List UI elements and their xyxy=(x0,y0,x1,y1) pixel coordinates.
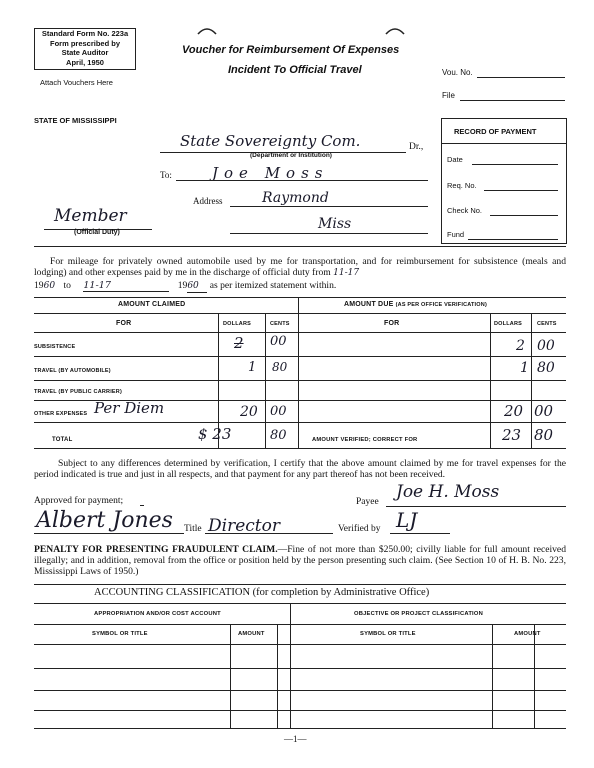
approver-signature[interactable]: Albert Jones xyxy=(36,508,173,533)
penalty-body: —Fine of not more than $250.00; civilly liable for full amount received illegally; and in addition, removal from the office or position held by the person presenting such claim. (See Section 10 of H. B. No. 223, Mississippi Laws of 1950.) xyxy=(34,544,566,577)
title-field[interactable] xyxy=(205,533,333,534)
form-number-line: April, 1950 xyxy=(66,57,104,67)
year-prefix: 19 xyxy=(177,280,188,291)
approver-signature-field[interactable] xyxy=(34,533,184,534)
record-of-payment-box xyxy=(441,118,567,244)
page-number: —1— xyxy=(284,734,307,744)
total-cents[interactable]: 80 xyxy=(270,428,287,443)
col-dollars-header: DOLLARS xyxy=(223,321,251,327)
statement-suffix: as per itemized statement within. xyxy=(209,280,337,291)
to-value: Joe Moss xyxy=(212,164,329,182)
payee-signature-field[interactable] xyxy=(386,506,566,507)
voucher-number-label: Vou. No. xyxy=(442,68,473,77)
title-value[interactable]: Director xyxy=(208,516,280,536)
state-label: STATE OF MISSISSIPPI xyxy=(34,116,117,125)
other-expenses-due-cents[interactable]: 00 xyxy=(534,402,554,420)
travel-auto-due-cents[interactable]: 80 xyxy=(537,360,555,376)
travel-auto-cents[interactable]: 80 xyxy=(272,360,288,374)
amounts-table xyxy=(34,297,566,449)
address-value-2: Miss xyxy=(318,216,352,232)
dr-label: Dr., xyxy=(409,142,424,152)
amount-header-right: AMOUNT xyxy=(514,631,541,637)
req-number-label: Req. No. xyxy=(447,181,477,190)
verified-dollars[interactable]: 23 xyxy=(502,426,522,444)
verified-cents[interactable]: 80 xyxy=(534,426,554,444)
year-1-value: 60 xyxy=(43,281,56,291)
travel-auto-label: TRAVEL (BY AUTOMOBILE) xyxy=(34,368,111,374)
accounting-table xyxy=(34,603,566,729)
form-number-box xyxy=(34,28,136,70)
statement-body: For mileage for privately owned automobile used by me for transportation, and for reimbursement for subsistence (meals and lodging) and other expenses paid by me in the discharge of official duty from xyxy=(34,256,566,278)
payment-date-label: Date xyxy=(447,155,463,164)
form-number-line: State Auditor xyxy=(61,48,109,57)
payee-signature[interactable]: Joe H. Moss xyxy=(396,482,500,502)
approved-label: Approved for payment; xyxy=(34,496,124,506)
attach-vouchers-label: Attach Vouchers Here xyxy=(40,78,113,87)
voucher-number-field[interactable] xyxy=(477,77,565,78)
statement-text xyxy=(34,256,566,279)
col-dollars-due-header: DOLLARS xyxy=(494,321,522,327)
symbol-title-header-right: SYMBOL OR TITLE xyxy=(360,631,416,637)
subsistence-label: SUBSISTENCE xyxy=(34,344,76,350)
verified-by-field[interactable] xyxy=(390,533,450,534)
objective-header: OBJECTIVE OR PROJECT CLASSIFICATION xyxy=(354,611,483,617)
fund-field[interactable] xyxy=(468,239,558,240)
subsistence-due-dollars[interactable]: 2 xyxy=(516,338,525,354)
to-date-value: 11-17 xyxy=(83,280,169,292)
check-number-label: Check No. xyxy=(447,206,483,215)
payment-date-field[interactable] xyxy=(472,164,558,165)
col-cents-header: CENTS xyxy=(270,321,290,327)
accounting-divider xyxy=(34,584,566,585)
amount-due-label: AMOUNT DUE xyxy=(344,301,394,308)
certification-text: Subject to any differences determined by verification, I certify that the above amount claimed by me for travel expenses for the period indicated is true and just in all respects, and that payment for any part thereof has not been received. xyxy=(34,458,566,480)
official-duty-caption: (Official Duty) xyxy=(74,229,120,236)
col-for-due-header: FOR xyxy=(384,320,400,327)
file-label: File xyxy=(442,91,455,100)
other-expenses-label: OTHER EXPENSES xyxy=(34,411,88,417)
subsistence-cents[interactable]: 00 xyxy=(270,334,287,349)
section-divider xyxy=(34,246,566,247)
amount-header-left: AMOUNT xyxy=(238,631,265,637)
penalty-text xyxy=(34,544,566,577)
statement-from-value: 11-17 xyxy=(333,268,360,278)
subsistence-due-cents[interactable]: 00 xyxy=(537,338,555,354)
amount-claimed-header: AMOUNT CLAIMED xyxy=(118,301,186,308)
official-duty-value: Member xyxy=(54,206,127,226)
department-value: State Sovereignty Com. xyxy=(180,132,361,150)
year-prefix: 19 xyxy=(34,280,44,291)
other-expenses-due-dollars[interactable]: 20 xyxy=(504,402,524,420)
payee-label: Payee xyxy=(356,497,379,507)
department-caption: (Department or Institution) xyxy=(250,152,332,159)
total-label: TOTAL xyxy=(52,437,73,443)
statement-dates xyxy=(34,280,336,293)
form-title: Voucher for Reimbursement Of Expenses xyxy=(182,44,400,56)
travel-auto-due-dollars[interactable]: 1 xyxy=(520,360,529,376)
address-label: Address xyxy=(193,196,223,206)
other-expenses-note[interactable]: Per Diem xyxy=(94,399,165,417)
col-for-header: FOR xyxy=(116,320,132,327)
title-label: Title xyxy=(184,524,202,534)
to-field[interactable] xyxy=(176,180,428,181)
subsistence-dollars[interactable]: 2 xyxy=(234,334,244,352)
amount-due-header xyxy=(344,301,487,308)
to-label: To: xyxy=(160,170,172,180)
form-subtitle: Incident To Official Travel xyxy=(228,64,362,76)
travel-auto-dollars[interactable]: 1 xyxy=(248,360,257,375)
form-number-line: Standard Form No. 223a xyxy=(41,29,129,38)
punch-hole-icon xyxy=(196,24,218,36)
travel-public-label: TRAVEL (BY PUBLIC CARRIER) xyxy=(34,389,123,395)
verified-by-signature[interactable]: LJ xyxy=(396,508,418,532)
address-field-2[interactable] xyxy=(230,233,428,234)
approved-field[interactable] xyxy=(140,505,144,506)
to-word: to xyxy=(63,280,71,291)
other-expenses-dollars[interactable]: 20 xyxy=(240,404,258,420)
address-value: Raymond xyxy=(262,190,329,206)
amount-verified-label: AMOUNT VERIFIED; CORRECT FOR xyxy=(312,437,418,443)
amount-due-note: (AS PER OFFICE VERIFICATION) xyxy=(395,302,487,308)
fund-label: Fund xyxy=(447,230,465,239)
symbol-title-header-left: SYMBOL OR TITLE xyxy=(92,631,148,637)
check-number-field[interactable] xyxy=(490,215,558,216)
penalty-heading: PENALTY FOR PRESENTING FRAUDULENT CLAIM. xyxy=(34,544,278,555)
punch-hole-icon xyxy=(384,24,406,36)
year-2-value: 60 xyxy=(187,281,207,293)
col-cents-due-header: CENTS xyxy=(537,321,557,327)
file-field[interactable] xyxy=(460,100,565,101)
verified-by-label: Verified by xyxy=(338,524,381,534)
record-of-payment-title: RECORD OF PAYMENT xyxy=(454,127,537,136)
address-field[interactable] xyxy=(230,206,428,207)
appropriation-header: APPROPRIATION AND/OR COST ACCOUNT xyxy=(94,611,221,617)
accounting-heading: ACCOUNTING CLASSIFICATION (for completion by Administrative Office) xyxy=(94,587,430,598)
form-number-line: Form prescribed by xyxy=(49,38,121,48)
total-dollars[interactable]: $ 23 xyxy=(198,425,232,443)
req-number-field[interactable] xyxy=(484,190,558,191)
other-expenses-cents[interactable]: 00 xyxy=(270,404,287,419)
